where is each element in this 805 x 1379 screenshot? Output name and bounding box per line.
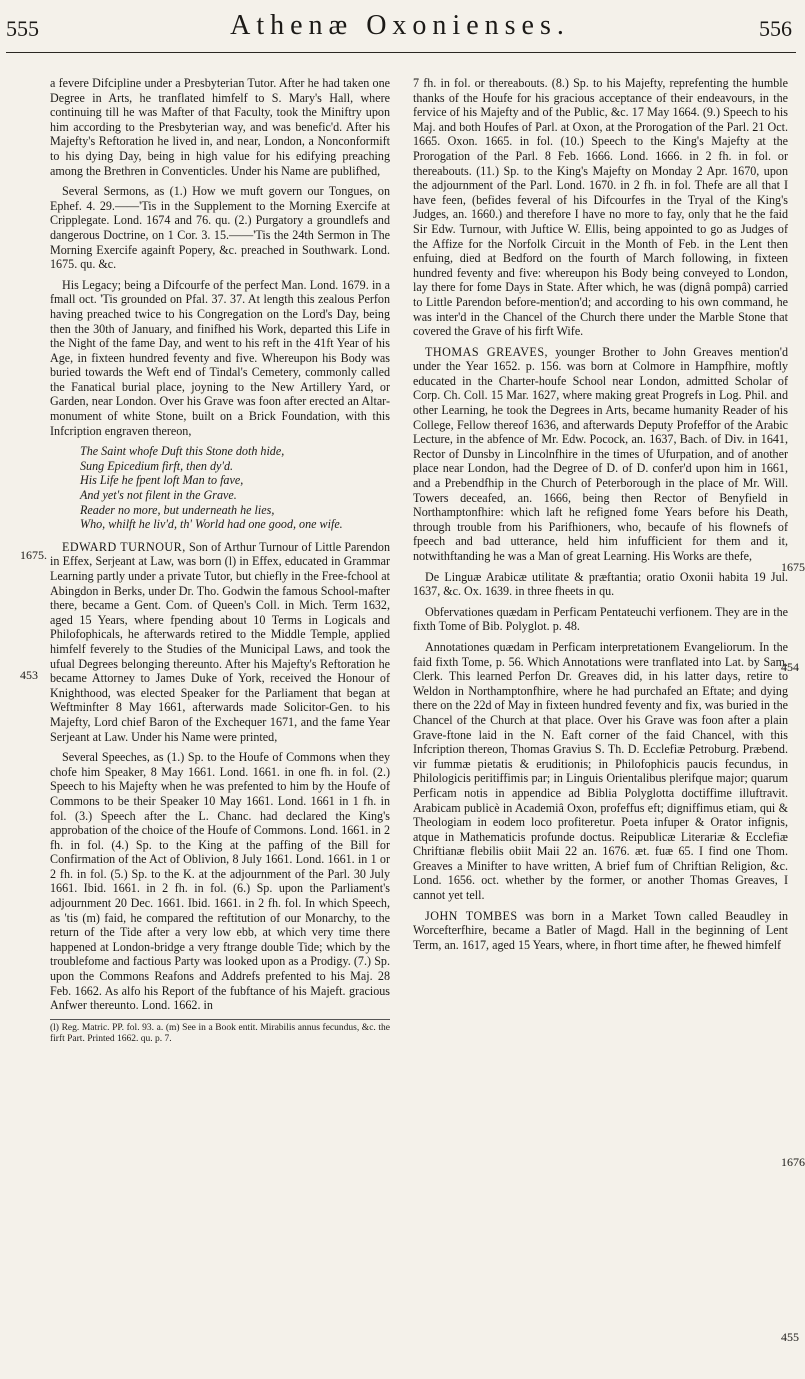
entry-tombes — [413, 909, 788, 953]
paragraph: a fevere Difcipline under a Presbyterian Tutor. After he had taken one Degree in Arts, he tranflated himfelf to S. Mary's Hall, where continuing till he was Mafter of that Faculty, took the Miniftry upon him according to the Presbyterian way, and was benefic'd. After his Majefty's Reftoration he lived in, and near, London, a Nonconformift to his dying Day, being in high value for his edifying preaching among the Brethren in Conventicles. Under his Name are publifhed, — [50, 76, 390, 178]
entry-text: was born in a Market Town called Beaudley in Worcefterfhire, became a Batler of Magd. Hall in the beginning of Lent Term, an. 1617, aged 15 Years, where, in fhort time after, he fhewed himfelf — [413, 908, 788, 952]
entry-heading: JOHN TOMBES — [425, 908, 518, 923]
epitaph — [80, 444, 390, 532]
margin-year-1675: 1675. — [20, 548, 47, 562]
paragraph: Several Sermons, as (1.) How we muft govern our Tongues, on Ephef. 4. 29.——'Tis in the Supplement to the Morning Exercife at Cripplegate. Lond. 1674 and 76. qu. (2.) Purgatory a groundlefs and dangerous Doctrine, on 1 Cor. 3. 15.——'Tis the 24th Sermon in The Morning Exercife againft Popery, &c. preached in Southwark. Lond. 1675. qu. &c. — [50, 184, 390, 272]
epitaph-line: Reader no more, but underneath he lies, — [80, 502, 275, 517]
epitaph-line: Sung Epicedium firft, then dy'd. — [80, 458, 234, 473]
running-title: Athenæ Oxonienses. — [230, 10, 570, 41]
left-column — [50, 76, 390, 1045]
entry-greaves — [413, 345, 788, 564]
margin-entry-454: 454 — [781, 660, 799, 674]
epitaph-line: Who, whilft he liv'd, th' World had one good, one wife. — [80, 517, 343, 532]
entry-turnour — [50, 540, 390, 744]
entry-heading: EDWARD TURNOUR, — [62, 539, 186, 554]
paragraph: 7 fh. in fol. or thereabouts. (8.) Sp. to his Majefty, reprefenting the humble thanks of the Houfe for his gracious acceptance of their endeavours, in the fervice of his Majefty and of the Public, &c. 17 May 1664. (9.) Speech to his Maj. and both Houfes of Parl. at Oxon, at the Prorogation of the Parl. 21 Oct. 1665. Oxon. 1665. in fol. (10.) Speech to the King's Majefty at the Prorogation of the Parl. 8 Feb. 1666. Lond. 1666. in 2 fh. in fol. or thereabouts. (11.) Sp. to the King's Majefty on Monday 2 Apr. 1670, upon the adjournment of the Parl. Lond. 1670. in 2 fh. in fol. Thefe are all that I have feen, (befides feveral of his Difcourfes in the Tryal of the King's Judges, an. 1660.) and therefore I have no more to fay, only that he the faid Sir Edw. Turnour, with Juftice W. Ellis, being appointed to go as Judges of the Affize for the Norfolk Circuit in the Month of Feb. in the Lent then enfuing, died at Bedford on the fourth of March following, in fixteen hundred feventy and five: whereupon his Body being conveyed to London, lay there for fome Days in State. After which, he was (dignâ pompâ) carried to Little Parendon before-mention'd; and according to his own command, he was inter'd in the Chancel of the Church there under the Marble Stone that covered the Grave of his firft Wife. — [413, 76, 788, 339]
margin-entry-455: 455 — [781, 1330, 799, 1344]
paragraph: Annotationes quædam in Perficam interpretationem Evangeliorum. In the faid fixth Tome, p. 56. Which Annotations were tranflated into Lat. by Sam. Clerk. This learned Perfon Dr. Greaves did, in his latter days, retire to Weldon in Northamptonfhire, where he had purchafed an Eftate; and dying there on the 22d of May in fixteen hundred feventy and fix, was buried in the Chancel of the Church at that place. Over his Grave was foon after a plain Grave-ftone laid in the N. Eaft corner of the faid Chancel, with this Infcription thereon, Thomas Gravius S. Th. D. Ecclefiæ Petroburg. Præbend. vir fummæ pietatis & eruditionis; in Philofophicis paucis fecundus, in Philologicis peritiffimis par; in Linguis Orientalibus plerifque major; quarum Perficam notis in appendice ad Biblia Polyglotta doctiffime illuftravit. Arabicam publicè in Academiâ Oxon, profeffus eft; digniffimus etiam, qui & Theologiam in eodem loco profiteretur. Poeta infuper & Orator infignis, atque in Mathematicis profunde doctus. Reipublicæ Literariæ & Ecclefiæ Chriftianæ flebilis obiit Maii 22 an. 1676. æt. fuæ 65. I find one Thom. Greaves a Minifter to have written, A brief fum of Chriftian Religion, &c. Lond. 1656. oct. whether by the former, or another Thomas Greaves, I cannot yet tell. — [413, 639, 788, 903]
paragraph: De Linguæ Arabicæ utilitate & præftantia; oratio Oxonii habita 19 Jul. 1637, &c. Ox. 1639. in three fheets in qu. — [413, 569, 788, 599]
paragraph: His Legacy; being a Difcourfe of the perfect Man. Lond. 1679. in a fmall oct. 'Tis grounded on Pfal. 37. 37. At length this zealous Perfon having preached twice to his Congregation on the Lord's Day, being then the 30th of January, and finifhed his Work, departed this Life in the Night of the fame Day, and went to his reft in the 41ft Year of his Age, in fixteen hundred feventy and five. Whereupon his Body was buried towards the Weft end of Tindal's Cemetery, commonly called the Fanatical burial place, joyning to the New Artillery Yard, or Garden, near London. Over his Grave was foon after erected an Altar-monument of white Stone, built on a Brick Foundation, with this Infcription engraven thereon, — [50, 277, 390, 438]
epitaph-line: And yet's not filent in the Grave. — [80, 488, 237, 503]
margin-year-1675-right: 1675 — [781, 560, 805, 574]
paragraph: Several Speeches, as (1.) Sp. to the Houfe of Commons when they chofe him Speaker, 8 May 1661. Lond. 1661. in one fh. in fol. (2.) Speech to his Majefty when he was prefented to him by the Houfe of Commons to be their Speaker 10 May 1661. Lond. 1661 in 1 fh. in fol. (3.) Speech after the L. Chanc. had declared the King's approbation of the choice of the Houfe of Commons. Lond. 1661. in 2 fh. in fol. (4.) Sp. to the King at the paffing of the Bill for Confirmation of the Act of Oblivion, 8 July 1661. Lond. 1661. in 1 or 2 fh. in fol. (5.) Sp. to the K. at the adjournment of the Parl. 30 July 1661. Ibid. 1661. in 2 fh. in fol. (6.) Sp. upon the Parliament's adjournment 20 Dec. 1661. Ibid. 1661. in 2 fh. fol. In which Speech, as 'tis (m) faid, he compared the reftitution of our Monarchy, to the return of the Tide after a very low ebb, at which very time there happened at London-bridge a very ftrange double Tide; which by the troublefome and factious Party was looked upon as a Prodigy. (7.) Sp. upon the Commons Reafons and Addrefs prefented to his Maj. 28 Feb. 1662. As alfo his Report of the fubftance of his Majeft. gracious Anfwer thereunto. Lond. 1662. in — [50, 750, 390, 1013]
paragraph: Obfervationes quædam in Perficam Pentateuchi verfionem. They are in the fixth Tome of Bib. Polyglot. p. 48. — [413, 604, 788, 634]
entry-heading: THOMAS GREAVES, — [425, 344, 549, 359]
epitaph-line: The Saint whofe Duft this Stone doth hide, — [80, 444, 285, 459]
entry-text: younger Brother to John Greaves mention'd under the Year 1652. p. 156. was born at Colmore in Hampfhire, moftly educated in the Charter-houfe School near London, admitted Scholar of Corp. Ch. Coll. 15 Mar. 1627, where making great Progrefs in Log. Phil. and other Learning, he took the Degrees in Arts, became humanity Reader of his College, Fellow thereof 1636, and afterwards Deputy Profeffor of the Arabic Lecture, in the abfence of Mr. Edw. Pocock, an. 1637, Bach. of Div. in 1641, Rector of Dunsby in Lincolnfhire in the times of Ufurpation, and of another place near London, had the Degree of D. of D. confer'd upon him in 1661, and a Prebendfhip in the Church of Peterborough in the place of Mr. Will. Towers deceafed, an. 1666, being then Rector of Benyfield in Northamptonfhire: which laft he refigned fome Years before his Death, through trouble from his Parifhioners, who, becaufe of his flownefs of fpeech and bad utterance, held him infufficient for them and it, notwithftanding he was a Man of great Learning. His Works are thefe, — [413, 344, 788, 563]
page-number-right: 556 — [759, 16, 792, 41]
entry-text: Son of Arthur Turnour of Little Parendon in Effex, Serjeant at Law, was born (l) in Effex, educated in Grammar Learning partly under a private Tutor, but chiefly in the Free-fchool at Abingdon in Berks, under Dr. Tho. Godwin the famous School-mafter there, became a Gent. Com. of Queen's Coll. in Mich. Term 1632, aged 15 Years, where fpending about 10 Terms in Logicals and Philofophicals, he afterwards retired to the Middle Temple, applied himfelf feverely to the Studies of the Municipal Laws, and took the ufual Degrees belonging thereunto. After his Majefty's Reftoration he became Attorney to James Duke of York, received the Honour of Knighthood, was elected Speaker for the Parliament that began at Weftminfter 8 May 1661, afterwards made Solicitor-Gen. to his Majefty, Lord chief Baron of the Exchequer 1671, and the fame Year Serjeant at Law. Under his Name were printed, — [50, 539, 391, 744]
page-number-left: 555 — [6, 16, 39, 41]
epitaph-line: His Life he fpent loft Man to fave, — [80, 473, 244, 488]
right-column — [413, 76, 788, 958]
header-rule — [6, 52, 796, 53]
footnotes: (l) Reg. Matric. PP. fol. 93. a. (m) See in a Book entit. Mirabilis annus fecundus, &c. the firft Part. Printed 1662. qu. p. 7. — [50, 1019, 390, 1045]
margin-year-1676: 1676 — [781, 1155, 805, 1169]
margin-entry-453: 453 — [20, 668, 38, 682]
running-header — [0, 6, 800, 62]
